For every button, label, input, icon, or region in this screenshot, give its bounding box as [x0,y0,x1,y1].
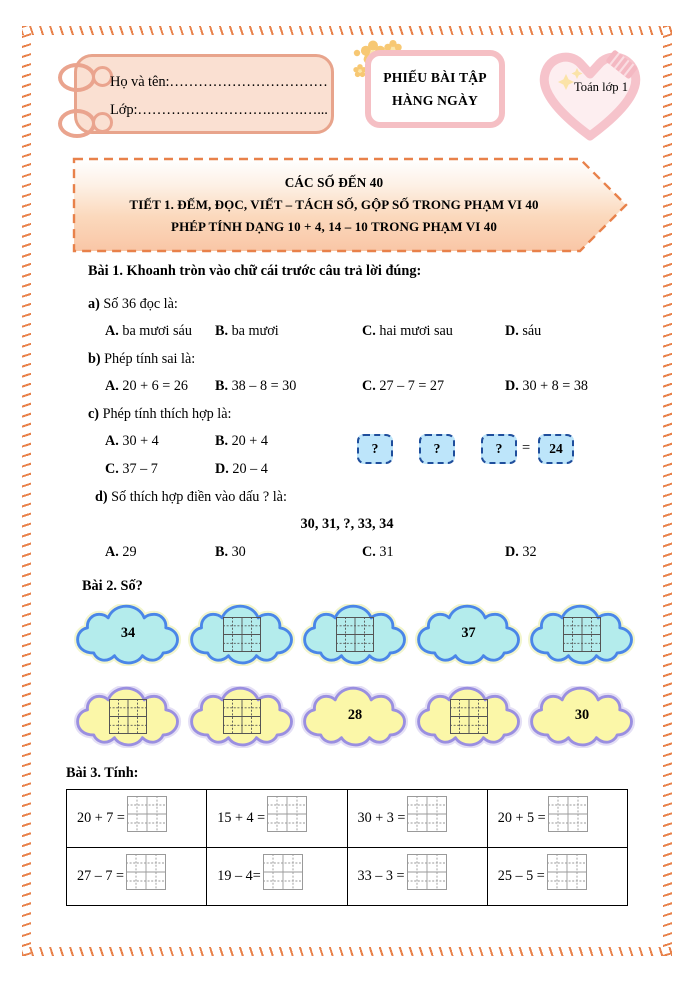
binder-ring-bottom [58,109,96,138]
cloud-row2-item-3 [301,686,409,748]
calc-answer-grid[interactable] [267,796,307,832]
option-b1-key: A. [105,378,119,394]
option-a3-key: C. [362,323,376,339]
option-c2-key: B. [215,433,229,449]
option-c2-text: 20 + 4 [231,433,268,449]
option-c3-key: C. [105,461,119,477]
cloud-answer-grid[interactable] [223,617,261,657]
option-a4-text: sáu [522,323,542,339]
option-d1-key: A. [105,544,119,560]
cloud-row1-item-5[interactable] [528,604,636,666]
question-b-label: b) [88,351,101,367]
cloud-answer-grid[interactable] [109,699,147,739]
option-d1-text: 29 [122,544,137,560]
table-cell-r2-c1 [67,848,207,906]
option-a4[interactable] [505,323,541,340]
answer-box-3[interactable]: ? [481,434,517,464]
cloud-value: 28 [347,707,363,723]
table-cell-r1-c2 [207,790,347,848]
page-border-bottom [22,947,672,956]
heart-badge-label: Toán lớp 1 [573,80,629,94]
table-cell-r1-c1 [67,790,207,848]
calc-expression: 20 + 7 = [77,810,125,826]
answer-box-1[interactable]: ? [357,434,393,464]
answer-box-result: 24 [538,434,574,464]
option-b2-key: B. [215,378,229,394]
option-d2-key: B. [215,544,229,560]
calc-expression: 33 – 3 = [357,868,405,884]
option-b3-key: C. [362,378,376,394]
option-b1[interactable] [105,378,188,395]
option-c4-key: D. [215,461,229,477]
calc-answer-grid[interactable] [263,854,303,890]
option-a3-text: hai mươi sau [379,323,453,339]
question-a-prompt [88,296,178,313]
worksheet-title-line1: PHIẾU BÀI TẬP [383,69,487,85]
option-d4-key: D. [505,544,519,560]
calc-answer-grid[interactable] [548,796,588,832]
option-c4-text: 20 – 4 [232,461,268,477]
worksheet-title-line2: HÀNG NGÀY [391,92,478,108]
option-c3[interactable] [105,461,158,478]
option-a1-text: ba mươi sáu [122,323,192,339]
cloud-value: 34 [120,625,136,641]
option-a2-key: B. [215,323,229,339]
option-c4[interactable] [215,461,268,478]
exercise1-title: Bài 1. Khoanh tròn vào chữ cái trước câu trả lời đúng: [88,263,422,279]
cloud-row2-item-2[interactable] [188,686,296,748]
option-b2[interactable] [215,378,296,395]
exercise3-table [66,789,628,906]
answer-box-2[interactable]: ? [419,434,455,464]
option-c2[interactable] [215,433,268,450]
option-c3-text: 37 – 7 [122,461,158,477]
calc-expression: 20 + 5 = [497,810,546,826]
calc-answer-grid[interactable] [547,854,587,890]
option-b3-text: 27 – 7 = 27 [379,378,445,394]
worksheet-header [0,0,694,150]
calc-answer-grid[interactable] [126,854,166,890]
calc-expression: 30 + 3 = [357,810,406,826]
option-b4-key: D. [505,378,519,394]
table-row [67,848,628,906]
option-d2[interactable] [215,544,246,561]
option-d3-key: C. [362,544,376,560]
calc-expression: 25 – 5 = [497,868,545,884]
option-d3[interactable] [362,544,394,561]
question-d-text: Số thích hợp điền vào dấu ? là: [111,489,287,505]
option-b4[interactable] [505,378,588,395]
table-cell-r2-c2 [207,848,347,906]
exercise2-title: Bài 2. Số? [82,578,143,594]
table-cell-r2-c3 [347,848,487,906]
question-d-label: d) [95,489,108,505]
table-row [67,790,628,848]
question-c-label: c) [88,406,100,422]
table-cell-r2-c4 [487,848,627,906]
calc-answer-grid[interactable] [127,796,167,832]
cloud-row2-item-4[interactable] [415,686,523,748]
cloud-row1-item-2[interactable] [188,604,296,666]
student-name-tag [74,54,334,134]
option-b3[interactable] [362,378,444,395]
question-d-prompt [95,489,287,506]
question-b-text: Phép tính sai là: [104,351,196,367]
cloud-answer-grid[interactable] [450,699,488,739]
option-a3[interactable] [362,323,453,340]
calc-answer-grid[interactable] [407,796,447,832]
question-a-label: a) [88,296,100,312]
cloud-value: 37 [461,625,476,641]
option-b2-text: 38 – 8 = 30 [231,378,297,394]
calc-expression: 27 – 7 = [77,868,125,884]
option-c1-text: 30 + 4 [122,433,159,449]
option-b4-text: 30 + 8 = 38 [522,378,589,394]
option-a1[interactable] [105,323,192,340]
cloud-row1-item-3[interactable] [301,604,409,666]
banner-line-3: PHÉP TÍNH DẠNG 10 + 4, 14 – 10 TRONG PHẠM VI 40 [171,219,497,234]
cloud-answer-grid[interactable] [336,617,374,657]
table-cell-r1-c3 [347,790,487,848]
student-name-field[interactable]: Họ và tên:…………………………… [110,74,328,90]
worksheet-title-card [365,50,505,128]
option-d2-text: 30 [231,544,246,560]
cloud-value: 30 [574,707,590,723]
exercise3-title: Bài 3. Tính: [66,765,139,781]
page-border-left [22,26,31,956]
question-c-prompt [88,406,231,423]
cloud-row1-item-4 [415,604,523,666]
question-a-text: Số 36 đọc là: [103,296,178,312]
question-b-prompt [88,351,195,368]
option-d4-text: 32 [522,544,537,560]
cloud-row2-item-5 [528,686,636,748]
cloud-answer-grid[interactable] [563,617,601,657]
option-d3-text: 31 [379,544,394,560]
calc-expression: 15 + 4 = [217,810,266,826]
option-a2-text: ba mươi [231,323,279,339]
question-c-text: Phép tính thích hợp là: [102,406,232,422]
banner-line-1: CÁC SỐ ĐẾN 40 [284,175,384,190]
student-class-field[interactable]: Lớp:……………………….…….…... [110,102,328,118]
option-d4[interactable] [505,544,537,561]
banner-line-2: TIẾT 1. ĐẾM, ĐỌC, VIẾT – TÁCH SỐ, GỘP SỐ TRONG PHẠM VI 40 [129,197,539,212]
option-c1[interactable] [105,433,159,450]
lesson-banner [72,157,628,253]
number-sequence: 30, 31, ?, 33, 34 [300,516,394,532]
option-b1-text: 20 + 6 = 26 [122,378,189,394]
calc-expression: 19 – 4= [217,868,261,884]
page-border-right [663,26,672,956]
option-a1-key: A. [105,323,119,339]
table-cell-r1-c4 [487,790,627,848]
option-a2[interactable] [215,323,279,340]
calc-answer-grid[interactable] [407,854,447,890]
cloud-row1-item-1 [74,604,182,666]
cloud-answer-grid[interactable] [223,699,261,739]
binder-ring-top [58,63,96,92]
option-a4-key: D. [505,323,519,339]
cloud-row2-item-1[interactable] [74,686,182,748]
option-c1-key: A. [105,433,119,449]
option-d1[interactable] [105,544,137,561]
equals-sign: = [522,440,531,456]
